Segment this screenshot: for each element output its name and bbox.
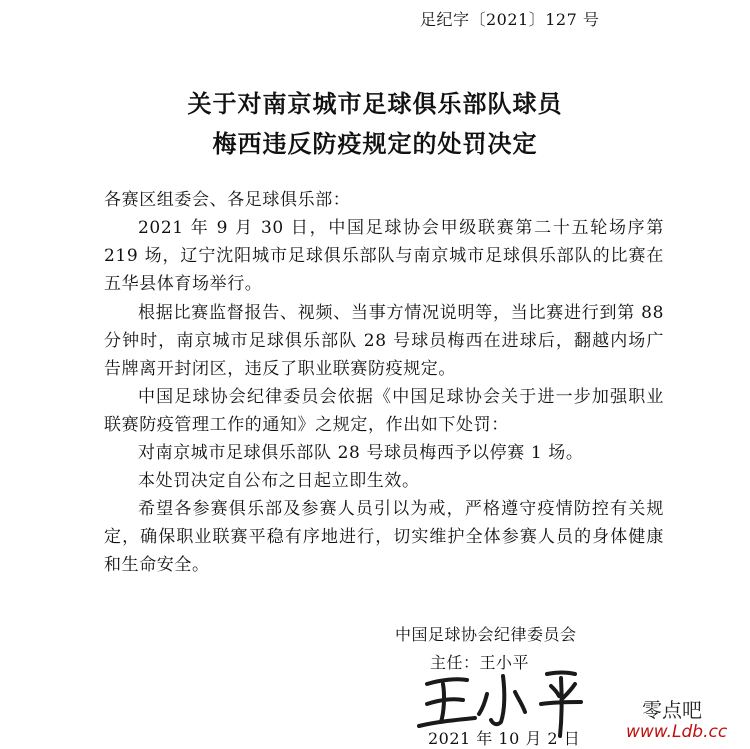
paragraph-penalty: 对南京城市足球俱乐部队 28 号球员梅西予以停赛 1 场。 <box>138 443 584 463</box>
document-number: 足纪字〔2021〕127 号 <box>420 10 600 29</box>
document-title-line-2: 梅西违反防疫规定的处罚决定 <box>212 130 538 158</box>
paragraph-basis: 中国足球协会纪律委员会依据《中国足球协会关于进一步加强职业联赛防疫管理工作的通知》之规定，作出如下处罚： <box>104 387 664 435</box>
paragraph-effective: 本处罚决定自公布之日起立即生效。 <box>138 471 420 491</box>
paragraph-match-info: 2021 年 9 月 30 日，中国足球协会甲级联赛第二十五轮场序第 219 场，辽宁沈阳城市足球俱乐部队与南京城市足球俱乐部队的比赛在五华县体育场举行。 <box>104 218 664 294</box>
paragraph-incident: 根据比赛监督报告、视频、当事方情况说明等，当比赛进行到第 88 分钟时，南京城市足球俱乐部队 28 号球员梅西在进球后，翻越内场广告牌离开封闭区，违反了职业联赛防疫规定。 <box>104 303 664 379</box>
document-title-line-1: 关于对南京城市足球俱乐部队球员 <box>187 90 563 118</box>
watermark-text: 零点吧 <box>642 698 702 722</box>
watermark-url: www.Ldb.cc <box>626 722 728 742</box>
salutation: 各赛区组委会、各足球俱乐部： <box>104 190 351 210</box>
paragraph-warning: 希望各参赛俱乐部及参赛人员引以为戒，严格遵守疫情防控有关规定，确保职业联赛平稳有序地进行，切实维护全体参赛人员的身体健康和生命安全。 <box>104 499 664 575</box>
director-line: 主任：王小平 <box>430 653 530 672</box>
issuer-name: 中国足球协会纪律委员会 <box>395 625 577 644</box>
issue-date: 2021 年 10 月 2 日 <box>428 729 581 748</box>
